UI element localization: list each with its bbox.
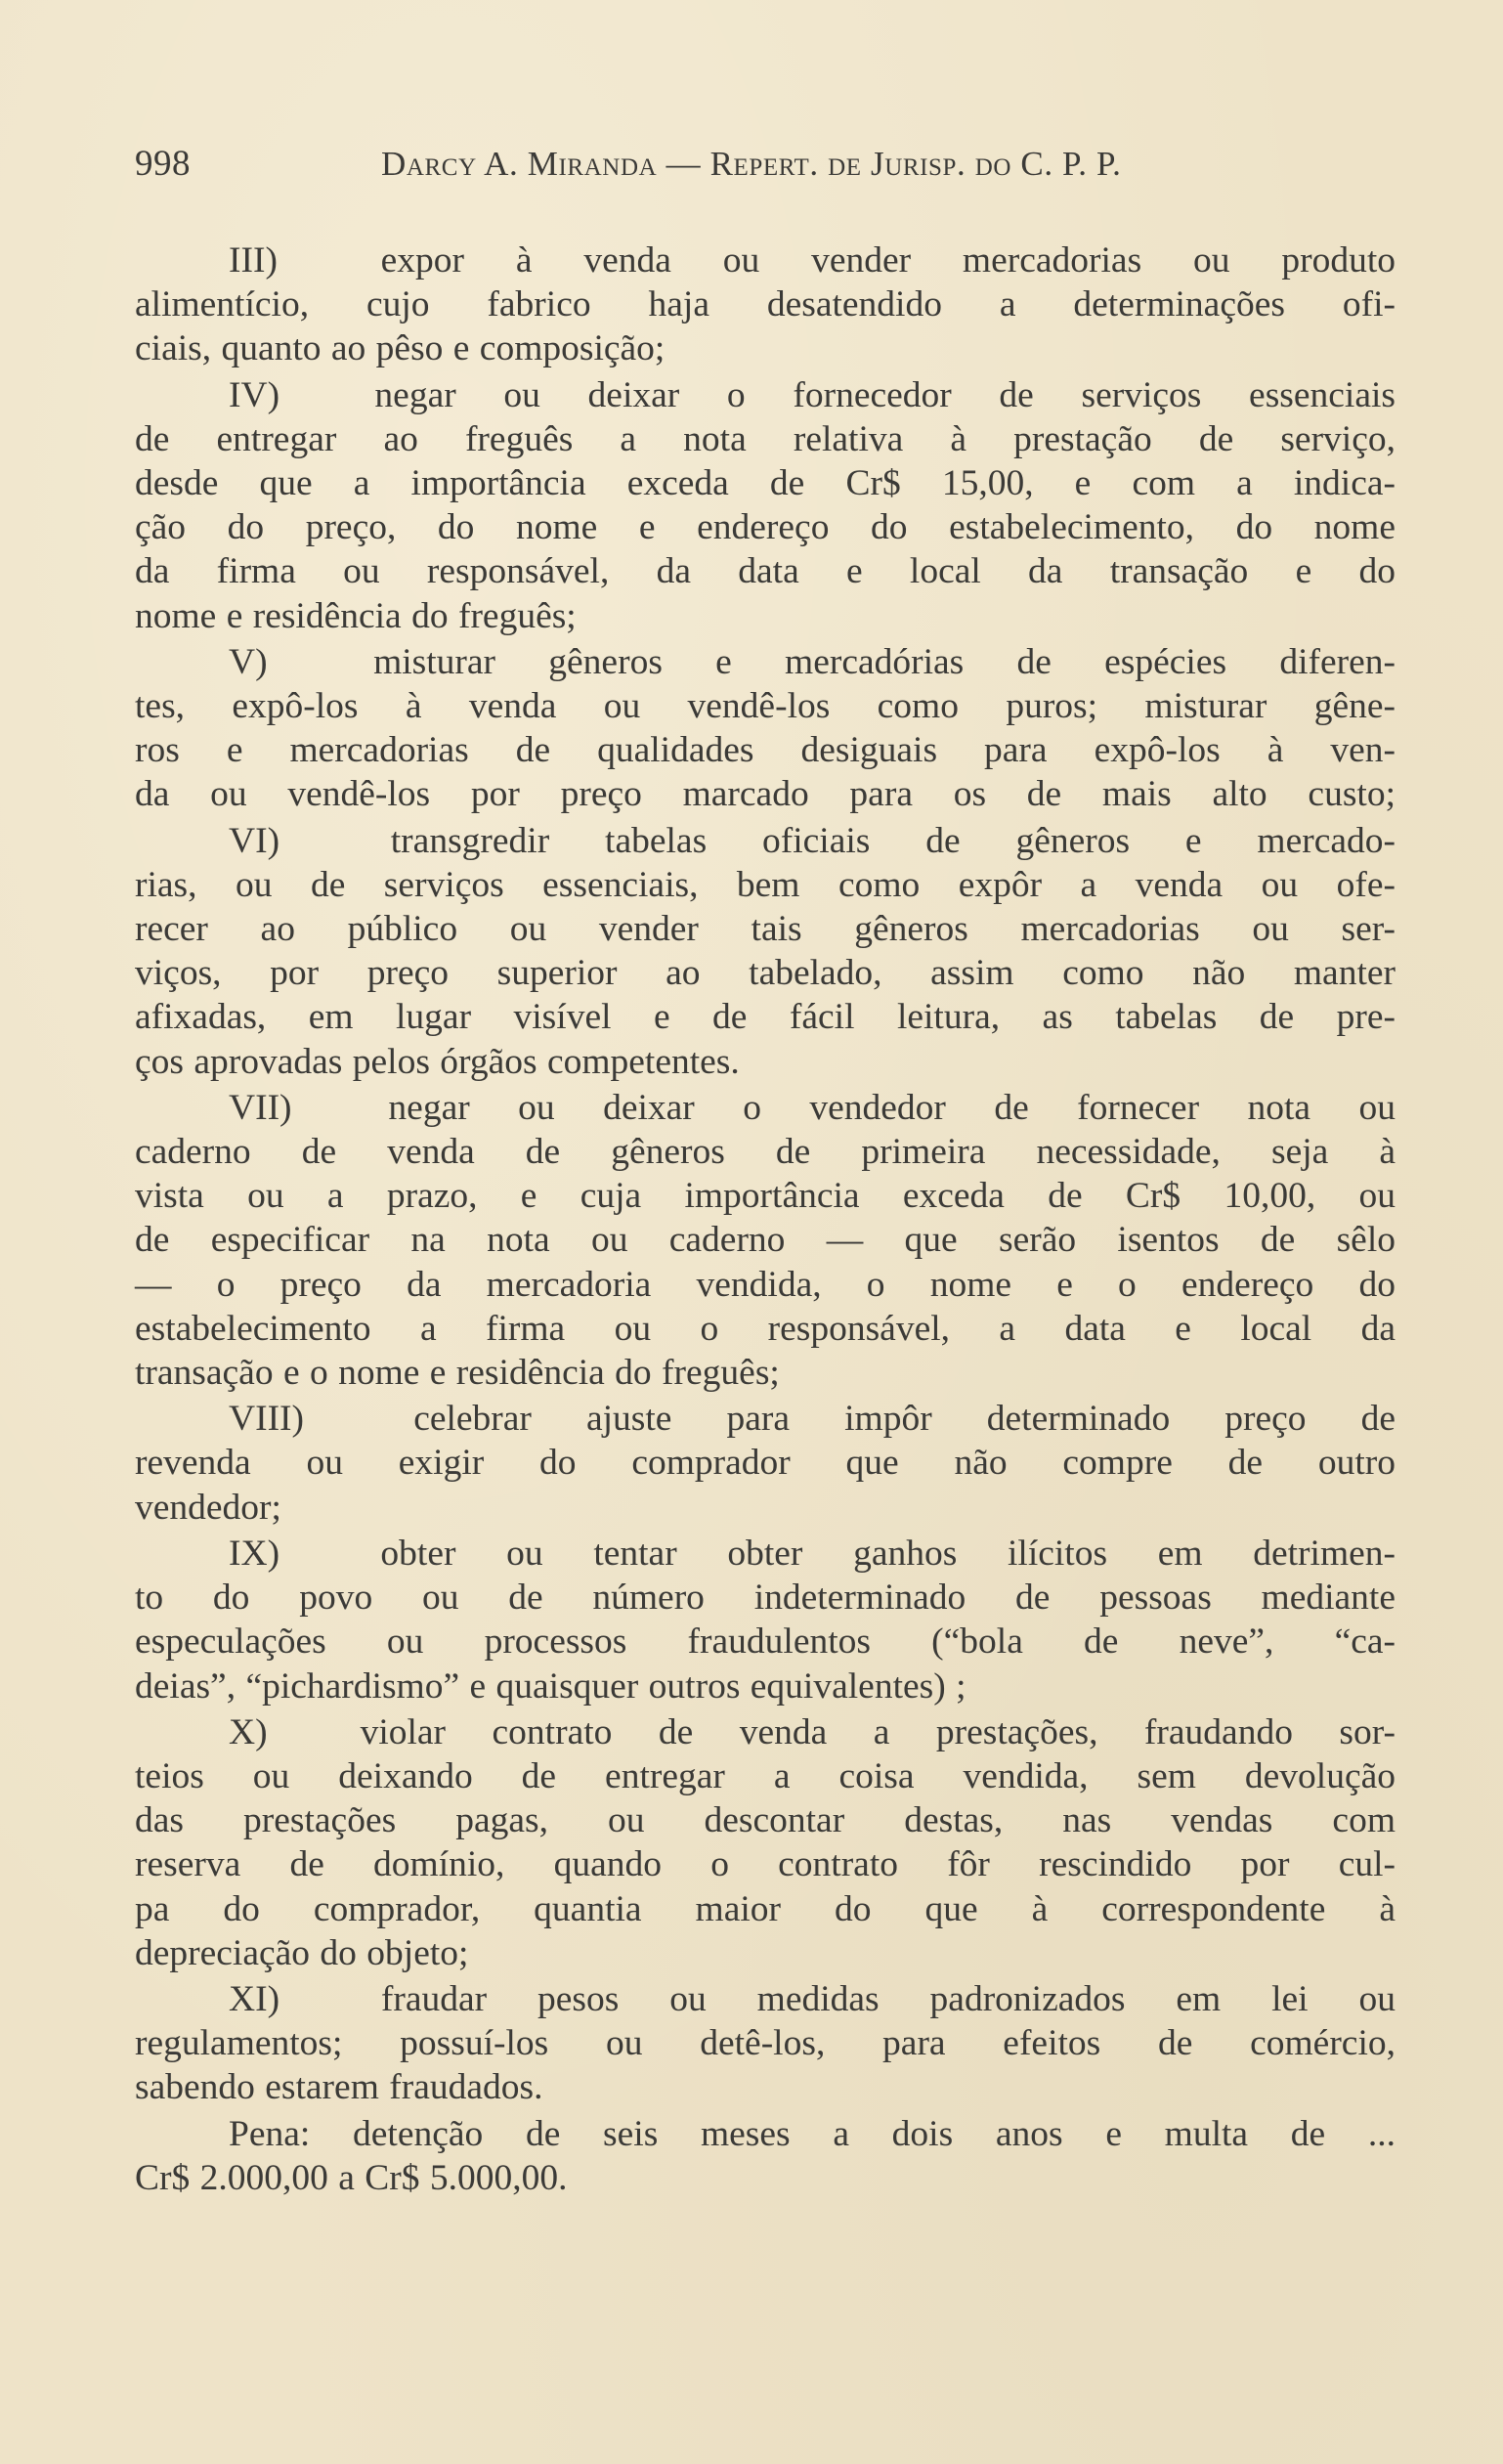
item-line: reserva de domínio, quando o contrato fôr rescindido por cul- [135,1844,1396,1885]
item-line: sabendo estarem fraudados. [135,2067,543,2108]
item-line: rias, ou de serviços essenciais, bem como expôr a venda ou ofe- [135,864,1396,905]
item-line: teios ou deixando de entregar a coisa vendida, sem devolução [135,1755,1396,1796]
item-line: — o preço da mercadoria vendida, o nome e o endereço do [135,1264,1396,1305]
item-line: revenda ou exigir do comprador que não compre de outro [135,1443,1396,1484]
item-line: negar ou deixar o fornecedor de serviços essenciais [374,374,1396,415]
penalty-line: Cr$ 2.000,00 a Cr$ 5.000,00. [135,2157,568,2198]
item-line: afixadas, em lugar visível e de fácil leitura, as tabelas de pre- [135,997,1396,1038]
item-first-line [135,1710,1396,1754]
item-first-line [135,640,1396,684]
item-first-line [135,238,1396,282]
item-xi [135,1977,1396,2110]
item-line: da firma ou responsável, da data e local da transação e do [135,551,1396,592]
item-first-line [135,1397,1396,1441]
item-line: nome e residência do freguês; [135,595,577,636]
item-line: caderno de venda de gêneros de primeira necessidade, seja à [135,1132,1396,1173]
item-x [135,1710,1396,1975]
item-line: estabelecimento a firma ou o responsável, a data e local da [135,1308,1396,1349]
item-first-line [135,819,1396,863]
item-line: viços, por preço superior ao tabelado, assim como não manter [135,953,1396,994]
item-first-line [135,1086,1396,1130]
item-numeral: X) [229,1711,268,1752]
item-numeral: III) [229,240,278,281]
item-numeral: VII) [229,1087,292,1128]
page-number: 998 [135,144,191,184]
body-text [135,238,1396,2200]
penalty-line: Pena: detenção de seis meses a dois anos e multa de ... [229,2113,1396,2154]
item-iii [135,238,1396,371]
item-numeral: IV) [229,374,280,415]
item-vii [135,1086,1396,1395]
item-line: ção do preço, do nome e endereço do estabelecimento, do nome [135,507,1396,548]
item-first-line [135,373,1396,417]
item-first-line [135,1977,1396,2021]
item-line: especulações ou processos fraudulentos (“bola de neve”, “ca- [135,1621,1396,1663]
item-line: das prestações pagas, ou descontar destas, nas vendas com [135,1800,1396,1841]
item-line: celebrar ajuste para impôr determinado preço de [413,1399,1396,1440]
item-numeral: VI) [229,820,280,861]
item-line: vendedor; [135,1487,281,1528]
item-numeral: IX) [229,1533,280,1574]
item-line: expor à venda ou vender mercadorias ou produto [380,240,1396,281]
item-line: obter ou tentar obter ganhos ilícitos em detrimen- [380,1533,1396,1574]
item-line: recer ao público ou vender tais gêneros mercadorias ou ser- [135,909,1396,950]
item-numeral: XI) [229,1978,280,2019]
item-line: alimentício, cujo fabrico haja desatendido a determinações ofi- [135,284,1396,325]
item-line: desde que a importância exceda de Cr$ 15,00, e com a indica- [135,463,1396,504]
item-line: transgredir tabelas oficiais de gêneros e mercado- [390,820,1396,861]
item-line: ços aprovadas pelos órgãos competentes. [135,1041,740,1082]
item-line: de entregar ao freguês a nota relativa à prestação de serviço, [135,418,1396,459]
penalty-paragraph [135,2112,1396,2200]
item-line: to do povo ou de número indeterminado de pessoas mediante [135,1578,1396,1619]
item-iv [135,373,1396,638]
item-vi [135,819,1396,1084]
item-line: negar ou deixar o vendedor de fornecer nota ou [388,1087,1396,1128]
item-line: misturar gêneros e mercadórias de espécies diferen- [373,641,1396,682]
item-line: transação e o nome e residência do freguês; [135,1353,780,1394]
item-line: fraudar pesos ou medidas padronizados em lei ou [380,1978,1396,2019]
item-line: regulamentos; possuí-los ou detê-los, para efeitos de comércio, [135,2023,1396,2064]
item-numeral: VIII) [229,1399,305,1440]
item-line: vista ou a prazo, e cuja importância exceda de Cr$ 10,00, ou [135,1176,1396,1217]
item-line: de especificar na nota ou caderno — que serão isentos de sêlo [135,1220,1396,1261]
item-v [135,640,1396,817]
item-line: pa do comprador, quantia maior do que à correspondente à [135,1888,1396,1929]
item-line: ciais, quanto ao pêso e composição; [135,328,666,369]
item-ix [135,1532,1396,1708]
running-head [135,140,1396,189]
item-line: depreciação do objeto; [135,1932,469,1973]
item-line: violar contrato de venda a prestações, fraudando sor- [360,1711,1396,1752]
item-line: ros e mercadorias de qualidades desiguais para expô-los à ven- [135,730,1396,771]
item-line: da ou vendê-los por preço marcado para os de mais alto custo; [135,774,1396,815]
item-line: deias”, “pichardismo” e quaisquer outros equivalentes) ; [135,1665,966,1707]
item-viii [135,1397,1396,1530]
item-line: tes, expô-los à venda ou vendê-los como puros; misturar gêne- [135,686,1396,727]
running-title: Darcy A. Miranda — Repert. de Jurisp. do C. P. P. [381,145,1122,183]
item-numeral: V) [229,641,268,682]
item-first-line [135,1532,1396,1576]
